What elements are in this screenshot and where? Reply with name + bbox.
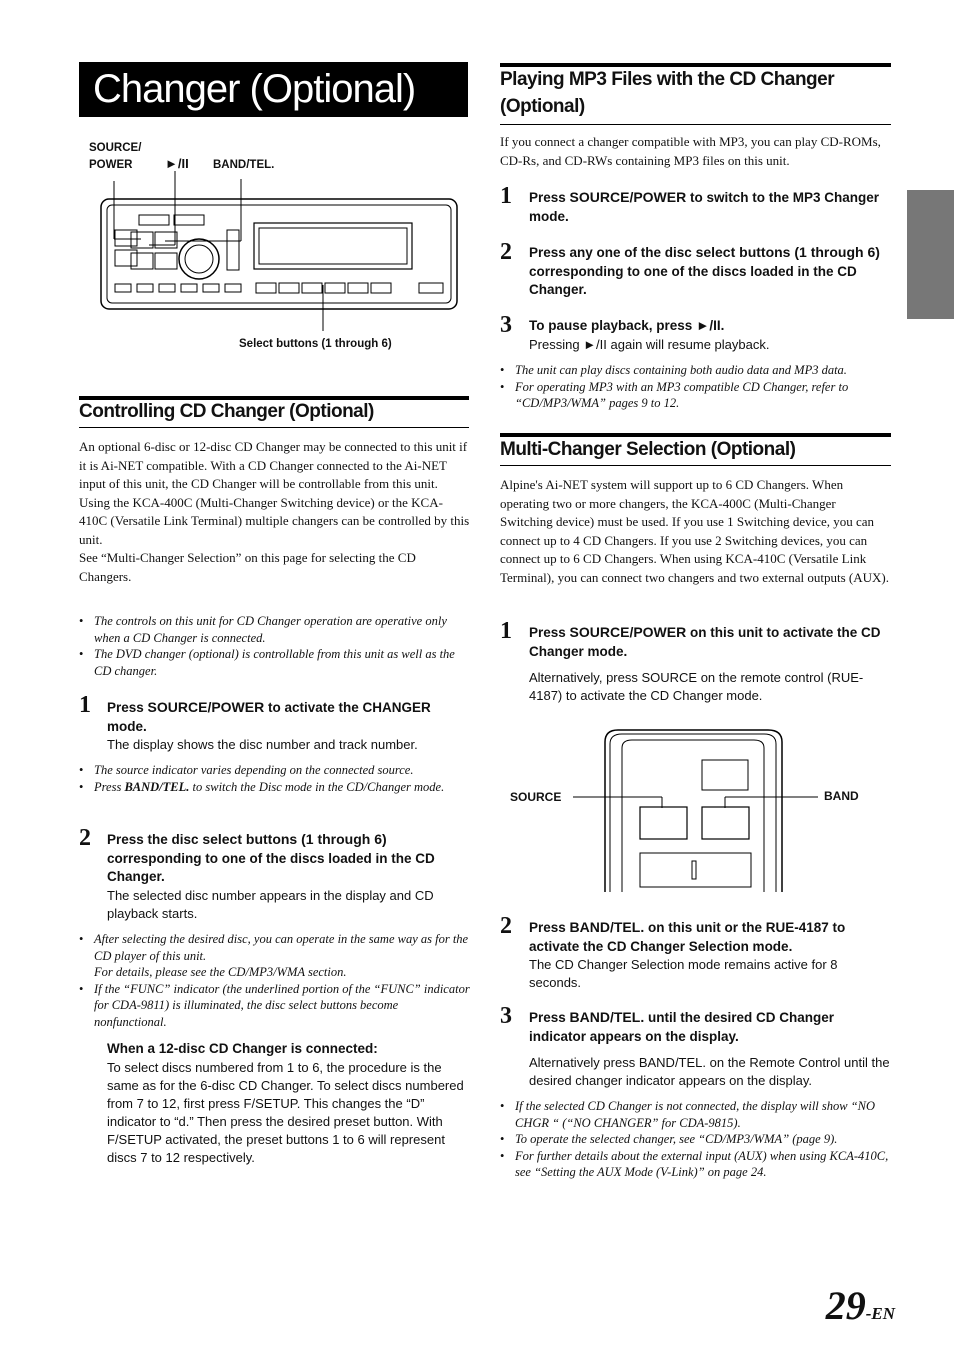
remote-diagram [500, 722, 891, 897]
side-tab [907, 190, 954, 319]
note-item: • The DVD changer (optional) is controllable from this unit as well as the CD changer. [79, 646, 469, 679]
page-number-value: 29 [825, 1283, 866, 1328]
step-number: 2 [79, 825, 91, 851]
section-heading-controlling: Controlling CD Changer (Optional) [79, 401, 374, 422]
multichanger-body: Alpine's Ai-NET system will support up to 6 CD Changers. When operating two or more changers, the KCA-400C (Multi-Changer Switching device) must be used. If you use 1 Switching device, you can connect up to 4 CD Changers. If you use 2 Switching devices, you can connect up to 6 CD Changers. When using KCA-410C (Versatile Link Terminal), you can connect two changers and two external outputs (AUX). [500, 477, 889, 585]
label-select-buttons: Select buttons (1 through 6) [239, 338, 392, 350]
section-rule [79, 427, 469, 428]
label-remote-source: SOURCE [510, 790, 562, 804]
step-heading: To pause playback, press ►/II. [529, 318, 725, 333]
label-band-tel: BAND/TEL. [213, 159, 275, 171]
sub-heading: When a 12-disc CD Changer is connected: [107, 1041, 378, 1056]
label-source: SOURCE/ [89, 142, 142, 154]
step-heading: Press BAND/TEL. until the desired CD Changer indicator appears on the display. [529, 1009, 834, 1044]
step-number: 2 [500, 239, 512, 265]
paragraph: Using the KCA-400C (Multi-Changer Switching device) or the KCA-410C (Versatile Link Terminal) multiple changers can be controlled by this unit. [79, 494, 470, 547]
section-rule [500, 465, 891, 466]
notes-list [79, 613, 469, 679]
note-item: • For further details about the external input (AUX) when using KCA-410C, see “Setting the AUX Mode (V-Link)” on page 24. [500, 1148, 891, 1181]
paragraph: An optional 6-disc or 12-disc CD Changer may be connected to this unit if it is Ai-NET compatible. With a CD Changer connected to the Ai-NET input of this unit, the CD Changer will be controllable from this unit. [79, 439, 468, 491]
step-number: 3 [500, 1003, 512, 1029]
note-item: • The unit can play discs containing both audio data and MP3 data. [500, 362, 891, 379]
note-item: • The source indicator varies depending on the connected source. [79, 762, 469, 779]
step-body: The display shows the disc number and track number. [107, 737, 418, 752]
head-unit-diagram [79, 135, 469, 360]
step-number: 1 [500, 183, 512, 209]
notes-list [79, 931, 471, 1030]
note-item: • After selecting the desired disc, you can operate in the same way as for the CD player of this unit. For details, please see the CD/MP3/WMA section. [79, 931, 471, 981]
step-heading: Press any one of the disc select buttons (1 through 6) corresponding to one of the discs loaded in the CD Changer. [529, 244, 880, 297]
step-content [529, 918, 891, 992]
page-title: Changer (Optional) [79, 62, 468, 117]
step-heading: Press SOURCE/POWER to switch to the MP3 Changer mode. [529, 189, 879, 224]
sub-section-12disc [107, 1040, 473, 1167]
sub-body: To select discs numbered from 1 to 6, the procedure is the same as for the 6-disc CD Changer. To select discs numbered from 7 to 12, first press F/SETUP. This changes the “D” indicator to “d.” Then press the desired preset button. With F/SETUP activated, the preset buttons 1 to 6 will represent discs 7 to 12 respectively. [107, 1059, 464, 1165]
note-item: • For operating MP3 with an MP3 compatible CD Changer, refer to “CD/MP3/WMA” pages 9 to 12. [500, 379, 891, 412]
note-item: • The controls on this unit for CD Changer operation are operative only when a CD Changer is connected. [79, 613, 469, 646]
controlling-body [79, 438, 471, 586]
step-content [529, 623, 891, 705]
step-number: 2 [500, 913, 512, 939]
label-play-pause: ►/II [165, 156, 189, 171]
step-content [107, 698, 472, 754]
step-content [529, 317, 891, 354]
step-content [107, 830, 472, 923]
label-remote-band: BAND [824, 789, 859, 803]
step-number: 1 [500, 618, 512, 644]
step-heading: Press SOURCE/POWER on this unit to activate the CD Changer mode. [529, 624, 881, 659]
page-number-suffix: -EN [865, 1304, 895, 1323]
section-heading-mp3: Playing MP3 Files with the CD Changer (Optional) [500, 69, 835, 117]
note-item: • To operate the selected changer, see “CD/MP3/WMA” (page 9). [500, 1131, 891, 1148]
step-heading: Press BAND/TEL. on this unit or the RUE-4187 to activate the CD Changer Selection mode. [529, 919, 846, 954]
notes-list [500, 1098, 891, 1181]
note-item: • If the “FUNC” indicator (the underlined portion of the “FUNC” indicator for CDA-9811) is illuminated, the disc select buttons become nonfunctional. [79, 981, 471, 1031]
step-body: The CD Changer Selection mode remains active for 8 seconds. [529, 957, 838, 990]
step-body: Pressing ►/II again will resume playback. [529, 336, 770, 352]
step-content [529, 1008, 891, 1090]
label-power: POWER [89, 159, 133, 171]
note-item: • If the selected CD Changer is not connected, the display will show “NO CHGR “ (“NO CHANGER” for CDA-9815). [500, 1098, 891, 1131]
step-body: Alternatively press BAND/TEL. on the Remote Control until the desired changer indicator appears on the display. [529, 1055, 890, 1088]
step-body: The selected disc number appears in the display and CD playback starts. [107, 887, 434, 921]
section-heading-multichanger: Multi-Changer Selection (Optional) [500, 439, 796, 460]
note-item: • Press BAND/TEL. to switch the Disc mode in the CD/Changer mode. [79, 779, 469, 796]
notes-list [500, 362, 891, 412]
step-number: 3 [500, 312, 512, 338]
remote-illustration [500, 722, 891, 897]
step-heading: Press SOURCE/POWER to activate the CHANGER mode. [107, 699, 431, 734]
step-number: 1 [79, 692, 91, 718]
step-heading: Press the disc select buttons (1 through 6) corresponding to one of the discs loaded in the CD Changer. [107, 831, 435, 884]
mp3-intro: If you connect a changer compatible with MP3, you can play CD-ROMs, CD-Rs, and CD-RWs containing MP3 files on this unit. [500, 134, 881, 168]
section-rule [500, 124, 891, 125]
head-unit-illustration [79, 135, 469, 360]
page-number [825, 1282, 895, 1329]
step-body: Alternatively, press SOURCE on the remote control (RUE-4187) to activate the CD Changer mode. [529, 670, 864, 703]
notes-list [79, 762, 469, 795]
paragraph: See “Multi-Changer Selection” on this page for selecting the CD Changers. [79, 550, 416, 584]
